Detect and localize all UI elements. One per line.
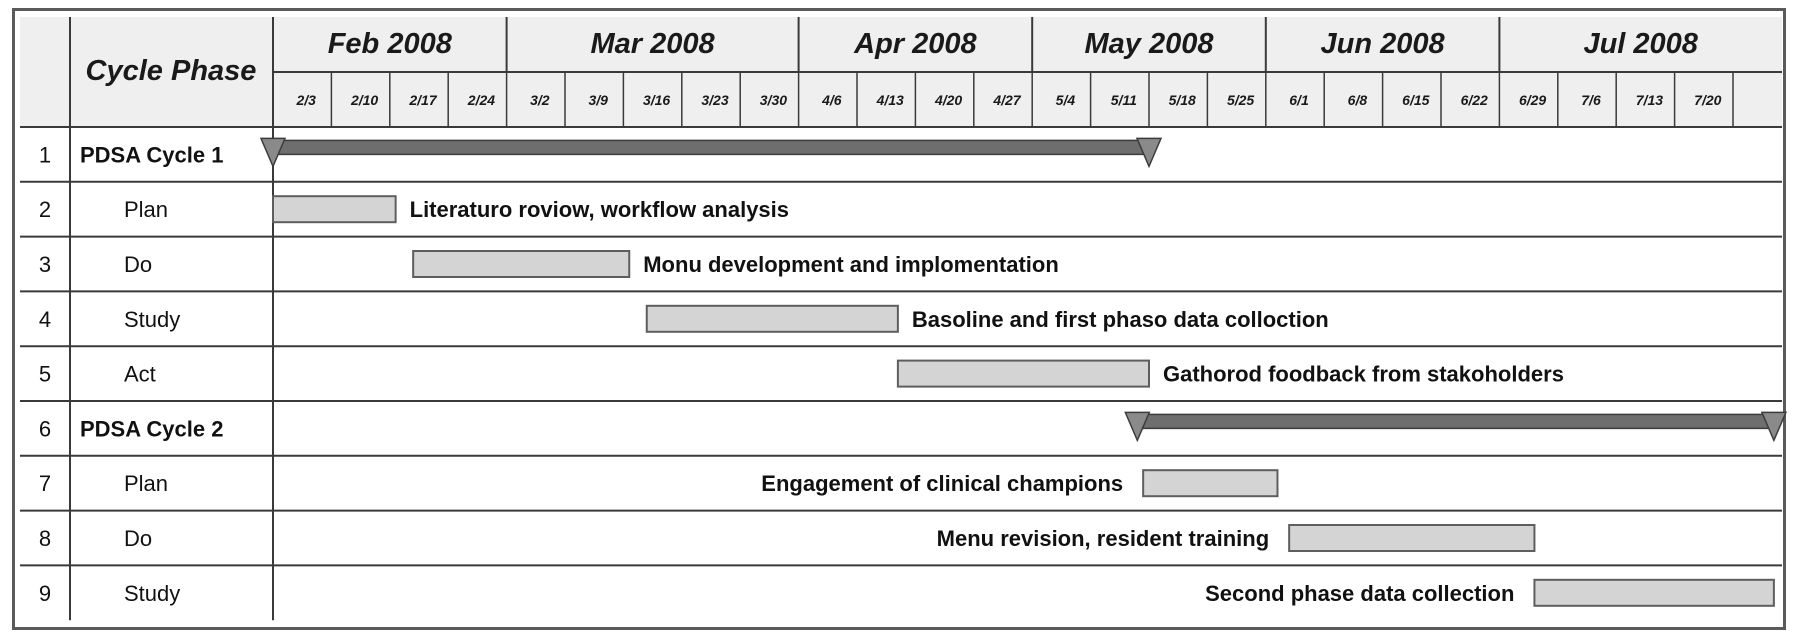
phase-name: Plan — [124, 471, 169, 497]
month-label: Feb 2008 — [327, 28, 452, 60]
task-label: Literaturo roviow, workflow analysis — [409, 197, 790, 223]
summary-bar — [273, 140, 1149, 154]
task-label: Gathorod foodback from stakoholders — [1163, 361, 1564, 387]
gantt-row — [39, 361, 1564, 387]
row-number: 8 — [38, 526, 52, 551]
gantt-row — [39, 251, 1059, 277]
row-number: 7 — [38, 471, 52, 497]
week-label: 6/29 — [1518, 92, 1547, 108]
week-label: 6/22 — [1460, 92, 1488, 108]
week-label: 3/16 — [642, 92, 671, 108]
week-label: 3/30 — [759, 92, 788, 108]
phase-name: Do — [124, 252, 153, 277]
gantt-row — [39, 138, 1161, 167]
week-label: 2/10 — [350, 92, 379, 108]
task-bar — [1534, 580, 1773, 606]
cycle-phase-header: Cycle Phase — [85, 55, 257, 87]
phase-name: Plan — [124, 197, 169, 223]
month-label: Jun 2008 — [1320, 28, 1445, 60]
task-bar — [273, 196, 396, 222]
week-label: 3/23 — [701, 92, 729, 108]
week-label: 5/4 — [1055, 92, 1076, 108]
week-label: 4/13 — [876, 92, 904, 108]
week-label: 7/13 — [1635, 92, 1664, 108]
row-number: 4 — [38, 306, 52, 332]
row-number: 9 — [38, 580, 52, 606]
task-bar — [898, 361, 1149, 387]
phase-name: Study — [124, 306, 181, 332]
task-bar — [1143, 470, 1277, 496]
week-label: 2/17 — [409, 92, 437, 108]
week-label: 6/1 — [1289, 92, 1309, 108]
month-label: May 2008 — [1084, 28, 1214, 60]
task-bar — [1289, 525, 1534, 551]
week-label: 2/3 — [296, 92, 316, 108]
task-label: Monu development and implomentation — [643, 252, 1059, 277]
task-bar — [647, 306, 898, 332]
week-label: 7/6 — [1581, 92, 1601, 108]
gantt-row — [39, 196, 789, 222]
task-label: Second phase data collection — [1205, 580, 1515, 606]
week-label: 6/8 — [1347, 92, 1368, 108]
cycle-name: PDSA Cycle 1 — [80, 142, 224, 168]
row-number: 2 — [38, 197, 52, 223]
task-label: Basoline and first phaso data colloction — [911, 306, 1329, 332]
week-label: 5/11 — [1110, 92, 1137, 108]
phase-name: Study — [124, 580, 181, 606]
gantt-row — [39, 580, 1774, 606]
week-label: 4/6 — [822, 92, 842, 108]
week-label: 4/27 — [993, 92, 1021, 108]
task-label: Menu revision, resident training — [936, 526, 1270, 551]
task-label: Engagement of clinical champions — [761, 471, 1124, 497]
month-label: Mar 2008 — [590, 28, 715, 60]
row-number: 6 — [38, 416, 52, 442]
month-label: Jul 2008 — [1583, 28, 1698, 60]
gantt-row — [39, 306, 1329, 332]
row-number: 1 — [38, 142, 52, 168]
numbers-column-header — [20, 17, 70, 127]
week-label: 3/9 — [588, 92, 608, 108]
gantt-rows — [39, 138, 1786, 605]
row-number: 5 — [38, 361, 52, 387]
week-label: 6/15 — [1402, 92, 1430, 108]
phase-name: Act — [124, 361, 156, 387]
week-label: 3/2 — [530, 92, 550, 108]
row-number: 3 — [38, 252, 52, 277]
week-label: 5/18 — [1168, 92, 1196, 108]
week-label: 2/24 — [467, 92, 496, 108]
gantt-row — [39, 470, 1278, 496]
phase-name: Do — [124, 526, 153, 551]
week-label: 4/20 — [934, 92, 963, 108]
summary-bar — [1137, 414, 1774, 428]
week-label: 5/25 — [1226, 92, 1255, 108]
month-label: Apr 2008 — [854, 28, 977, 60]
cycle-name: PDSA Cycle 2 — [80, 416, 224, 442]
week-label: 7/20 — [1694, 92, 1722, 108]
task-bar — [413, 251, 629, 277]
gantt-row — [39, 525, 1535, 551]
gantt-row — [39, 412, 1786, 441]
